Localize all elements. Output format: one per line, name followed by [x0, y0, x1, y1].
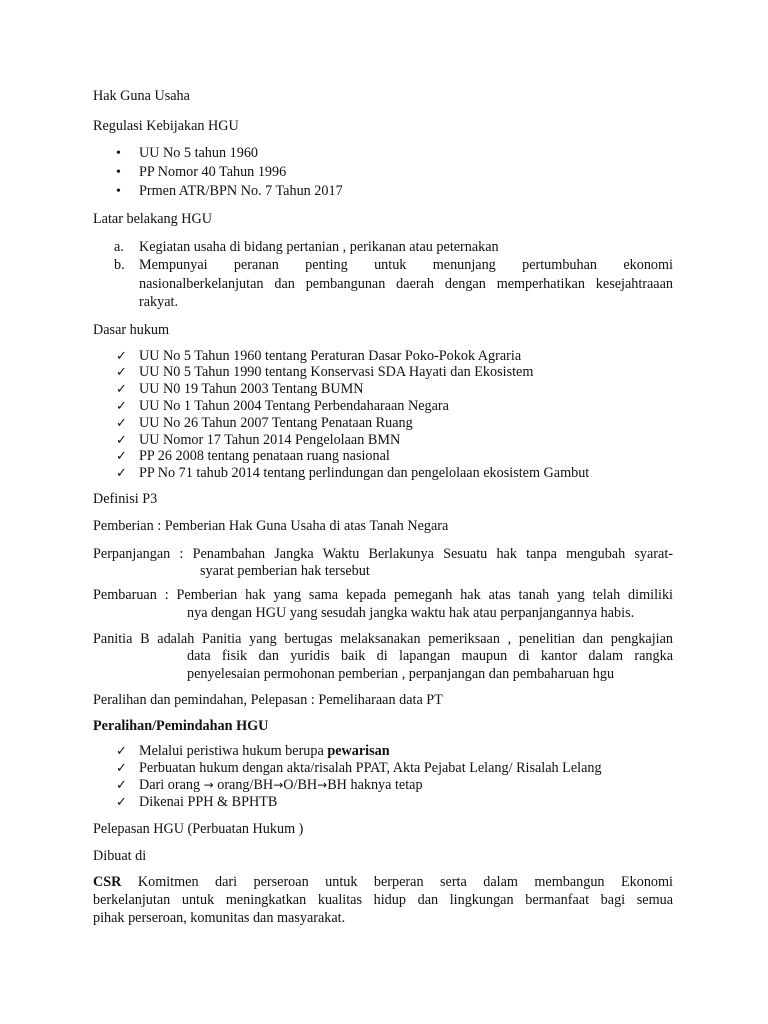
definisi-text-line: Perpanjangan : Penambahan Jangka Waktu Berlakunya Sesuatu hak tanpa mengubah syarat- — [93, 546, 673, 562]
definisi-text-line: data fisik dan yuridis baik di lapangan maupun di kantor dalam rangka — [187, 648, 673, 664]
regulasi-item-text: UU No 5 tahun 1960 — [139, 145, 259, 161]
checkmark-icon: ✓ — [116, 399, 127, 414]
latar-heading: Latar belakang HGU — [93, 211, 212, 227]
csr-paragraph-line3: pihak perseroan, komunitas dan masyarakat. — [93, 910, 346, 926]
dasar-item-text: PP 26 2008 tentang penataan ruang nasional — [139, 448, 390, 464]
checkmark-icon: ✓ — [116, 382, 127, 397]
peralihan-item-text — [139, 743, 390, 760]
text-segment: orang/BH — [213, 777, 274, 793]
definisi-panitia-line3: penyelesaian permohonan pemberian , perpanjangan dan pembaharuan hgu — [187, 666, 615, 682]
definisi-perpanjangan-line2: syarat pemberian hak tersebut — [200, 563, 370, 579]
bullet-icon: • — [116, 184, 121, 199]
checkmark-icon: ✓ — [116, 433, 127, 448]
pelepasan-heading: Pelepasan HGU (Perbuatan Hukum ) — [93, 821, 304, 837]
definisi-pembaruan-line2: nya dengan HGU yang sesudah jangka waktu hak atau perpanjangannya habis. — [187, 605, 635, 621]
peralihan-item-text — [139, 777, 423, 794]
definisi-panitia-line2 — [187, 648, 673, 665]
latar-item-text-line: rakyat. — [139, 294, 178, 310]
dibuat-di: Dibuat di — [93, 848, 147, 864]
peralihan-item-bold: pewarisan — [327, 743, 390, 759]
latar-item-text: Kegiatan usaha di bidang pertanian , perikanan atau peternakan — [139, 239, 499, 255]
peralihan-heading: Peralihan/Pemindahan HGU — [93, 718, 269, 734]
text-segment: O/BH — [283, 777, 318, 793]
definisi-perpanjangan-line1 — [93, 546, 673, 563]
checkmark-icon: ✓ — [116, 744, 127, 759]
checkmark-icon: ✓ — [116, 449, 127, 464]
text-segment: Dari orang — [139, 777, 204, 793]
definisi-text-line: Pembaruan : Pemberian hak yang sama kepada pemeganh hak atas tanah yang telah dimiliki — [93, 587, 673, 603]
dasar-item-text: UU N0 19 Tahun 2003 Tentang BUMN — [139, 381, 364, 397]
csr-paragraph-line1 — [93, 874, 673, 891]
csr-label: CSR — [93, 874, 122, 890]
checkmark-icon: ✓ — [116, 466, 127, 481]
arrow-right-icon: → — [203, 778, 214, 792]
csr-line: berkelanjutan untuk meningkatkan kualitas hidup dan lingkungan bermanfaat bagi semua — [93, 892, 673, 908]
dasar-item-text: PP No 71 tahub 2014 tentang perlindungan dan pengelolaan ekosistem Gambut — [139, 465, 590, 481]
list-marker: a. — [114, 239, 124, 255]
definisi-text-line: Panitia B adalah Panitia yang bertugas melaksanakan pemeriksaan , penelitian dan pengkajian — [93, 631, 673, 647]
checkmark-icon: ✓ — [116, 795, 127, 810]
dasar-item-text: UU No 1 Tahun 2004 Tentang Perbendaharaan Negara — [139, 398, 449, 414]
checkmark-icon: ✓ — [116, 761, 127, 776]
regulasi-item-text: Prmen ATR/BPN No. 7 Tahun 2017 — [139, 183, 343, 199]
definisi-panitia-line1 — [93, 631, 673, 648]
peralihan-item-text: Dikenai PPH & BPHTB — [139, 794, 278, 810]
definisi-heading: Definisi P3 — [93, 491, 158, 507]
dasar-item-text: UU No 26 Tahun 2007 Tentang Penataan Ruang — [139, 415, 413, 431]
dasar-heading: Dasar hukum — [93, 322, 170, 338]
latar-item-text-line: Mempunyai peranan penting untuk menunjang pertumbuhan ekonomi — [139, 257, 673, 273]
csr-text: Komitmen dari perseroan untuk berperan serta dalam membangun Ekonomi — [121, 874, 673, 890]
dasar-item-text: UU No 5 Tahun 1960 tentang Peraturan Dasar Poko-Pokok Agraria — [139, 348, 522, 364]
list-marker: b. — [114, 257, 125, 273]
regulasi-heading: Regulasi Kebijakan HGU — [93, 118, 239, 134]
bullet-icon: • — [116, 165, 121, 180]
peralihan-item-text: Perbuatan hukum dengan akta/risalah PPAT, Akta Pejabat Lelang/ Risalah Lelang — [139, 760, 602, 776]
peralihan-item-prefix: Melalui peristiwa hukum berupa — [139, 743, 328, 759]
csr-paragraph-line2 — [93, 892, 673, 909]
text-segment: BH haknya tetap — [327, 777, 423, 793]
checkmark-icon: ✓ — [116, 365, 127, 380]
arrow-right-icon: → — [317, 778, 328, 792]
definisi-pemberian: Pemberian : Pemberian Hak Guna Usaha di atas Tanah Negara — [93, 518, 449, 534]
csr-line — [93, 874, 673, 891]
bullet-icon: • — [116, 146, 121, 161]
dasar-item-text: UU N0 5 Tahun 1990 tentang Konservasi SDA Hayati dan Ekosistem — [139, 364, 534, 380]
latar-item-text-line: nasionalberkelanjutan dan pembangunan daerah dengan memperhatikan kesejahtraaan — [139, 276, 673, 292]
heading-hak-guna-usaha: Hak Guna Usaha — [93, 88, 190, 104]
arrow-right-icon: → — [273, 778, 284, 792]
checkmark-icon: ✓ — [116, 778, 127, 793]
regulasi-item-text: PP Nomor 40 Tahun 1996 — [139, 164, 287, 180]
checkmark-icon: ✓ — [116, 416, 127, 431]
dasar-item-text: UU Nomor 17 Tahun 2014 Pengelolaan BMN — [139, 432, 401, 448]
checkmark-icon: ✓ — [116, 349, 127, 364]
definisi-pembaruan-line1 — [93, 587, 673, 604]
definisi-peralihan: Peralihan dan pemindahan, Pelepasan : Pemeliharaan data PT — [93, 692, 443, 708]
